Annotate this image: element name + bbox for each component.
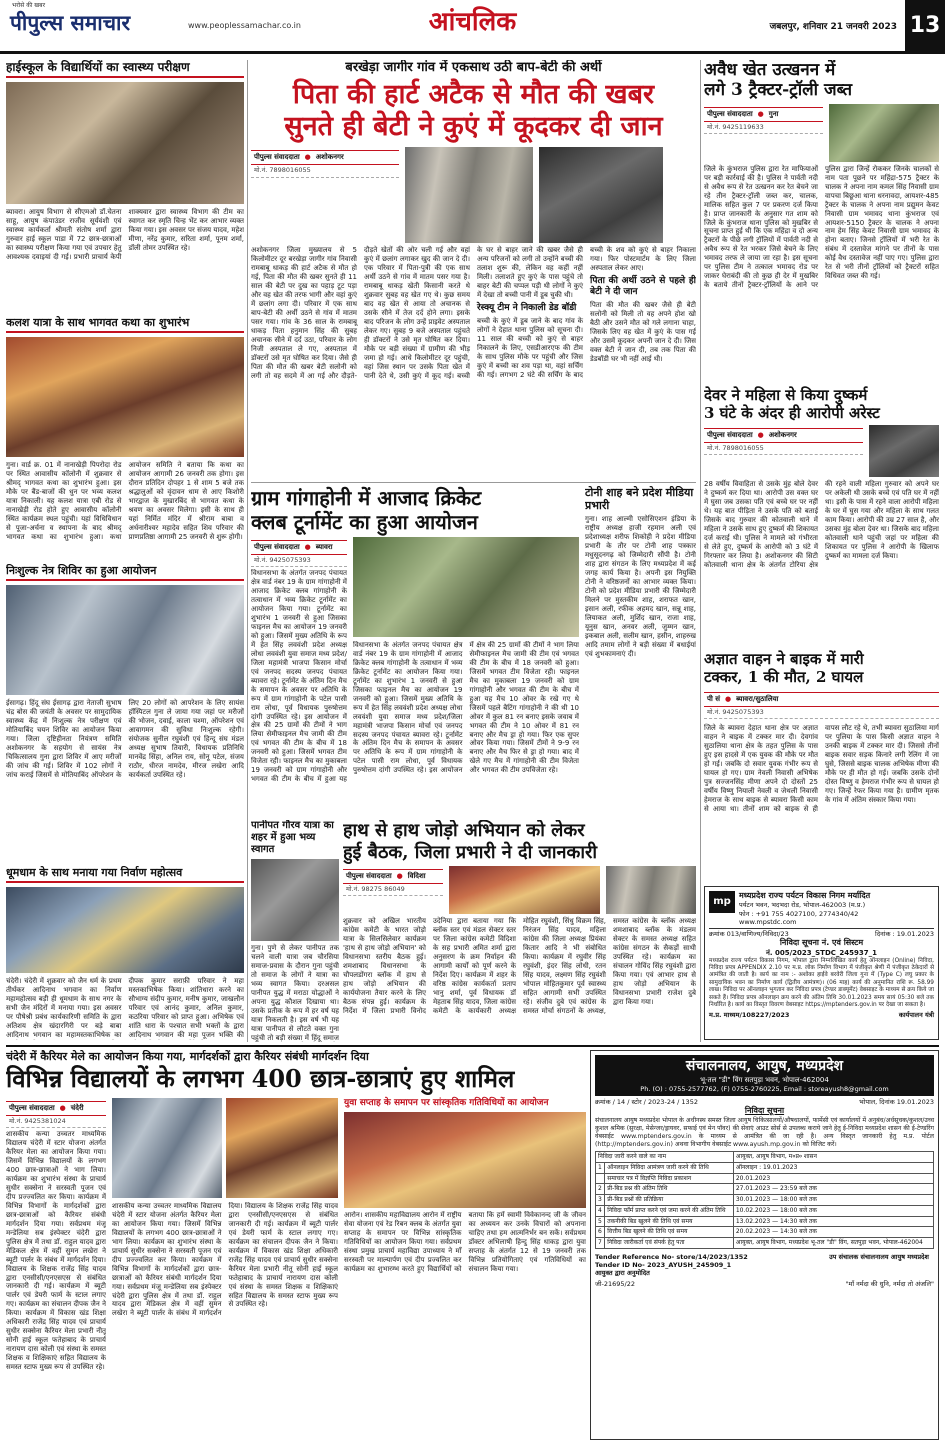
byline-name: पीपुल्स संवाददाता (346, 872, 392, 881)
table-cell: 10.02.2023 — 18:00 बजे तक (733, 1205, 933, 1216)
lead-headline-2: सुनते ही बेटी ने कुएं में कूदकर दी जान (284, 110, 663, 142)
mptdc-web[interactable]: www.mpstdc.com (739, 917, 797, 926)
story-accident (704, 650, 939, 882)
row-divider (6, 1045, 939, 1047)
ad-ayush-tender (590, 1050, 939, 1440)
table-cell: 7 (596, 1237, 605, 1248)
career-body-cont: शासकीय कन्या उच्चतर माध्यमिक विद्यालय चंदेरी में स्टार योजना अंतर्गत कैरियर मेला का आयोजन किया गया। जिसमें विभिन्न विद्यालयों के लगभग 400 छात्र-छात्राओं ने भाग लिया। कार्यक्रम का शुभारंभ संस्था के प्राचार्य सुधीर सक्सेना ने सरस्वती पूजन एवं दीप प्रज्ज्वलित कर किया। कार्यक्रम में विभिन्न विभागों के मार्गदर्शकों द्वारा छात्र-छात्राओं को कैरियर संबंधी मार्गदर्शन दिया गया। सर्वप्रथम मंजू मन्डेलिया सब इंस्पेक्टर चंदेरी द्वारा पुलिस क्षेत्र में तथा डॉ. राहुल यादव द्वारा मेडिकल क्षेत्र में वहीं सुमन लखेरा ने ब्यूटी पार्लर के संबंध में मार्गदर्शन दिया। विद्यालय के शिक्षक राजेंद्र सिंह यादव द्वारा एनसीसी/एनएसएस से संबंधित जानकारी दी गई। कार्यक्रम में ब्यूटी पार्लर एवं डेयरी फार्म के स्टाल लगाए गए। कार्यक्रम का संचालन दीपक जैन ने किया। कार्यक्रम में विकास खंड शिक्षा अधिकारी राजेंद्र सिंह यादव एवं प्राचार्य सुधीर सक्सेना कैरियर मेला प्रभारी नीतू सोनी हाई स्कूल फतेहाबाद के प्राचार्य नारायण दास कोली एवं संस्था के समस्त शिक्षक व शिक्षिकाएं सहित विद्यालय के समस्त स्टाफ मुख्य रूप से उपस्थित रहे। (112, 1201, 338, 1318)
ayush-sign-left: आयुक्त द्वारा अनुमोदित (595, 1269, 650, 1278)
table-cell: ऑनलाइन : 19.01.2023 (733, 1163, 933, 1174)
table-row (596, 1216, 934, 1227)
photo-students (112, 1098, 222, 1198)
story-lead (251, 60, 696, 480)
career-body: शासकीय कन्या उच्चतर माध्यमिक विद्यालय चंदेरी में स्टार योजना अंतर्गत कैरियर मेला का आयोजन किया गया। जिसमें विभिन्न विद्यालयों के लगभग 400 छात्र-छात्राओं ने भाग लिया। कार्यक्रम का शुभारंभ संस्था के प्राचार्य सुधीर सक्सेना ने सरस्वती पूजन एवं दीप प्रज्ज्वलित कर किया। कार्यक्रम में विभिन्न विभागों के मार्गदर्शकों द्वारा छात्र-छात्राओं को कैरियर संबंधी मार्गदर्शन दिया गया। सर्वप्रथम मंजू मन्डेलिया सब इंस्पेक्टर चंदेरी द्वारा पुलिस क्षेत्र में तथा डॉ. राहुल यादव द्वारा मेडिकल क्षेत्र में वहीं सुमन लखेरा ने ब्यूटी पार्लर के संबंध में मार्गदर्शन दिया। विद्यालय के शिक्षक राजेंद्र सिंह यादव द्वारा एनसीसी/एनएसएस से संबंधित जानकारी दी गई। कार्यक्रम में ब्यूटी पार्लर एवं डेयरी फार्म के स्टाल लगाए गए। कार्यक्रम का संचालन दीपक जैन ने किया। कार्यक्रम में विकास खंड शिक्षा अधिकारी राजेंद्र सिंह यादव एवं प्राचार्य सुधीर सक्सेना कैरियर मेला प्रभारी नीतू सोनी हाई स्कूल फतेहाबाद के प्राचार्य नारायण दास कोली एवं संस्था के समस्त शिक्षक व शिक्षिकाएं सहित विद्यालय के समस्त स्टाफ मुख्य रूप से उपस्थित रहे। (6, 1130, 106, 1372)
story-haath-jodo (343, 820, 696, 1042)
mobile-number: मो.नं. 7898016055 (251, 165, 399, 177)
mptdc-code: म.प्र. माध्यम/108227/2023 (709, 1010, 790, 1019)
mobile-number: मो.नं. 9425075393 (251, 555, 347, 567)
ayush-schedule-table (595, 1151, 934, 1248)
story-kalash-yatra (6, 316, 244, 560)
story-cricket (251, 486, 579, 816)
byline-name: पीपुल्स संवाददाता (707, 431, 753, 439)
table-cell: ऑनलाइन निविदा आमंत्रण जारी करने की तिथि (605, 1163, 734, 1174)
tender-id: Tender ID No- 2023_AYUSH_245909_1 (595, 1260, 732, 1269)
story-body: चंदेरी। चंदेरी में शुक्रवार को जैन धर्म के प्रथम तीर्थंकर आदिनाथ भगवान का निर्वाण महामहोत्सव बड़ी ही धूमधाम के साथ नगर के सभी जैन मंदिरों में मनाया गया। इस अवसर पर पौषेश्री प्रबंध कार्यकारिणी समिति के द्वारा अतिशय क्षेत्र खंदारगिरी पर बड़े बाबा आदिनाथ भगवान का महामस्तकाभिषेक का दीपक कुमार सराफ़ी परिवार ने महा मस्तकाभिषेक किया। शांतिधारा करने का सौभाग्य संदीप कुमार, मनीष कुमार, जाखलौन परिवार एवं आनंद कुमार, अनिल कुमार, कठरिया परिवार को प्राप्त हुआ। अभिषेक एवं शांति धारा के पश्चात सभी भक्तों के द्वारा आदिनाथ भगवान की महा पूजन भक्ति की (6, 977, 244, 1039)
ayush-motto: "माँ नर्मदा की धुनि, नर्मदा तो अंजलि" (845, 1280, 934, 1289)
story-body: गुना। पुणे से लेकर पानीपत तक चलने वाली यात्रा जब चौरसिया समाज-प्रवास के दौरान गुना पहुंची तो समाज के लोगों ने यात्रा का भव्य स्वागत किया। दरअसल पानीपत युद्ध में मराठा योद्धाओं ने अपना युद्ध कौशल दिखाया था। उसके प्रतीक के रूप में हर वर्ष यह यात्रा निकलती है। इस वर्ष भी यह यात्रा पानीपत से लौटते वक्त गुना पहुंची तो बड़ी संख्या में हिंदू समाज (251, 944, 339, 1042)
table-cell: 6 (596, 1227, 605, 1238)
mining-headline-1: अवैध खेत उत्खनन में (704, 60, 836, 80)
photo-girl (405, 147, 533, 243)
table-cell (596, 1173, 605, 1184)
masthead (0, 0, 945, 54)
table-row (596, 1195, 934, 1206)
lead-body (251, 246, 696, 480)
byline-place: ब्यावरा/सुठालिया (736, 695, 779, 703)
ayush-address: भू-तल "डी" विंग सतपुड़ा भवन, भोपाल-462004 (700, 1075, 829, 1084)
story-body: शुक्रवार को अखिल भारतीय कांग्रेस कमेटी के भारत जोड़ो यात्रा के सिलसिलेवार कार्यक्रम 'हाथ से हाथ जोड़ो अभियान' को विधानसभा स्तरीय बैठक हुई। शमशाबाद विधानसभा के चौपलडोंगरा ब्लॉक में हाथ से हाथ जोड़ो अभियान की कार्ययोजना तैयार करने के लिए बैठक संपन्न हुई। कार्यक्रम के निर्देश में जिला प्रभारी विनोद उदेनिया द्वारा बताया गया कि ब्लॉक स्तर एवं मंडल सेक्टर स्तर पर जिला कांग्रेस कमेटी विदिशा के सह प्रभारी अमित शर्मा द्वारा अनुसरण के क्रम निर्वाहन की आगामी कार्यों को पूर्ण करने के निर्देश दिए। कार्यक्रम में शहर के वरिष्ठ कांग्रेस कार्यकर्ता प्रताप भानु शर्मा, पूर्व विधायक डॉ मेहताब सिंह यादव, जिला कांग्रेस कमेटी के कार्यकारी अध्यक्ष मोहित रघुवंशी, सिंधु विक्रम सिंह, निरंजन सिंह यादव, महिला कांग्रेस की जिला अध्यक्ष प्रियंका कितार आदि ने भी संबोधित किया। कार्यक्रम में रघुवीर सिंह रघुवंशी, इंदर सिंह लोधी, रतन सिंह यादव, लक्ष्मण सिंह रघुवंशी भोपाल मोहितकुमार पूर्व स्वास्थ्य सहित आगामी सभी उपस्थित रहे। संजीव दुबे एवं कांग्रेस के समस्त मोर्चा संगठनों के अध्यक्ष, समस्त कांग्रेस के ब्लॉक अध्यक्ष शमशाबाद ब्लॉक के मंडलम सेक्टर के समस्त अध्यक्ष सहित कांग्रेस संगठन के सैकड़ों साथी उपस्थित रहे। कार्यक्रम का संचालन गोविंद सिंह रघुवंशी द्वारा किया गया। एवं आभार हाथ से हाथ जोड़ो अभियान के विधानसभा प्रभारी राजेश दुबे द्वारा किया गया। (343, 917, 696, 1015)
story-nirvana (6, 866, 244, 1040)
byline (704, 428, 863, 443)
table-row (596, 1173, 934, 1184)
ayush-title: संचालनालय, आयुष, मध्यप्रदेश (685, 1058, 844, 1074)
mptdc-phone: फोन : +91 755 4027100, 2774340/42 (739, 909, 859, 918)
table-cell: 3 (596, 1195, 605, 1206)
page-number: 13 (905, 0, 945, 52)
table-cell: 13.02.2023 — 14:30 बजे तक (733, 1216, 933, 1227)
table-row (596, 1163, 934, 1174)
ayush-date: भोपाल, दिनांक 19.01.2023 (859, 1098, 934, 1107)
byline-name: पी सं (707, 695, 720, 703)
photo-meeting (449, 866, 600, 914)
aron-body: आरोन। शासकीय महाविद्यालय आरोन में राष्ट्रीय सेवा योजना एवं रेड रिबन क्लब के अंतर्गत युवा सप्ताह के समापन पर विभिन्न सांस्कृतिक गतिविधियों का आयोजन किया गया। सर्वप्रथम संस्था प्रमुख प्राचार्य महाविद्या उपाध्याय ने माँ सरस्वती पर माल्यार्पण एवं दीप प्रज्वलित कर कार्यक्रम का शुभारम्भ करते हुए विद्यार्थियों को बताया कि हमें स्वामी विवेकानन्द जी के जीवन का अध्ययन कर उनके विचारों को अपनाना चाहिए तथा हम आत्मनिर्भर बन सकें। सर्वप्रथम डॉक्टर अभिलाषी हिन्दु सिंह धाकड़ द्वारा युवा सप्ताह के अंतर्गत 12 से 19 जनवरी तक विभिन्न प्रतियोगिताएं एवं गतिविधियों का संचालन किया गया। (344, 1210, 586, 1273)
brand-name: पीपुल्स समाचार (10, 10, 131, 35)
mining-headline-2: लगे 3 ट्रैक्टर-ट्रॉली जब्त (704, 80, 853, 101)
story-eye-camp (6, 564, 244, 864)
table-cell: 2 (596, 1184, 605, 1195)
table-cell: 20.02.2023 — 14:30 बजे तक (733, 1227, 933, 1238)
brand-tag: भरोसे की खबर (12, 2, 46, 9)
haath-headline-1: हाथ से हाथ जोड़ो अभियान को लेकर (343, 820, 585, 841)
story-health-check (6, 60, 244, 312)
photo-eye-camp (6, 585, 244, 695)
byline-place: चंदेरी (70, 1103, 84, 1112)
lead-subhead-1: रेस्क्यू टीम ने निकाली डेड बॉडी (477, 303, 577, 314)
mptdc-notice: निविदा सूचना नं. एवं सिस्टम (779, 938, 864, 948)
mobile-number: मो.नं. 7898016055 (704, 443, 863, 455)
photo-panipat-rally (251, 859, 339, 941)
dateline: जबलपुर, शनिवार 21 जनवरी 2023 (769, 22, 897, 32)
story-illegal-mining (704, 60, 939, 382)
table-cell: प्री-बिड प्रश्नों की प्रतिक्रिया (605, 1195, 734, 1206)
bullet-icon: ● (724, 695, 732, 703)
mobile-number: मो.नं. 9425075393 (704, 707, 939, 719)
story-body: ब्यावरा। आयुष विभाग से सीएमओ डॉ.चेतना साहू, आयुष कंपाउंडर राजीव सूर्यवंशी एवं स्वास्थ्य कार्यकर्ता श्रीमती संतोष शर्मा द्वारा गुरुवार हाई स्कूल पाडा में 72 छात्र-छात्राओं का स्वास्थ्य परीक्षण किया गया एवं उपचार हेतु आवश्यक दवाइयां दी गई। प्रभारी प्राचार्य केपी शाक्यवार द्वारा स्वास्थ्य विभाग की टीम का स्वागत कर स्मृति चिन्ह भेंट कर आभार व्यक्त किया गया। इस अवसर पर संजय यादव, महेश मीणा, नरेंद्र कुमार, सरिता शर्मा, पूनम शर्मा, डॉली तोमर उपस्थित रहे। (6, 208, 244, 262)
story-title: टोनी शाह बने प्रदेश मीडिया प्रभारी (585, 486, 694, 513)
table-cell: 4 (596, 1205, 605, 1216)
table-cell: प्री-बिड प्रश्न की अंतिम तिथि (605, 1184, 734, 1195)
story-body: गुना। शाह आल्मी एसोसिएशन इंडिया के राष्ट्रीय अध्यक्ष हाजी रहमान अली एवं प्रदेशाध्यक्ष शरीफ शिकोही ने प्रदेश मीडिया प्रभारी के तौर पर टोनी शाह पत्रकार मधुसूदनगढ़ को जिम्मेदारी सौंपी है। टोनी शाह द्वारा संगठन के लिए मध्यप्रदेश में कई जगह कार्य किया है। अपनी इस नियुक्ति टोनी ने वरिष्ठजनों का आभार व्यक्त किया। टोनी को प्रदेश मीडिया प्रभारी की जिम्मेदारी मिलने पर मुस्तकीम शाह, शराफत खान, इसान अली, रफीक अहमद खान, सन्नू शाह, लियाकत अली, मुर्शिद खान, राजा शाह, यूनुस खान, अनवर अली, जुम्मन खान, इकबाल अली, सलीम खान, हसीन, शाहरुख आदि तमाम लोगों ने बड़ी संख्या में बधाईयां एवं शुभकामनाएं दी। (585, 515, 696, 658)
photo-kalash-yatra (6, 337, 244, 457)
byline (343, 869, 443, 884)
mobile-number: मो.नं. 9425381024 (6, 1116, 106, 1128)
table-cell: 1 (596, 1163, 605, 1174)
photo-health-camp (6, 82, 244, 204)
lead-subhead-2: पिता की अर्थी उठने से पहले ही बेटी ने दी जान (590, 276, 696, 298)
ayush-notice: निविदा सूचना (744, 1106, 785, 1116)
story-body: जिले के ब्यावरा देहात थाना क्षेत्र पर अज्ञात वाहन ने बाइक में टक्कर मार दी। देवगांव सुठालिया थाना क्षेत्र के तहत पुलिस के पास हुए इस हादसे में एक युवक की मौके पर मौत हो गई। जबकि दो सवार युवक गंभीर रूप से घायल हो गए। ग्राम नेवली निवासी अभिषेक पुत्र सज्जनसिंह मीणा अपने दो दोस्तों 25 वर्षीय विष्णु नियाली नेवली व जेथली निवासी हेमराज के साथ बाइक से ब्यावरा किसी काम से आया था। तीनों शाम को बाइक से ही वापस लौट रहे थे, तभी ब्यावरा सुठालिया मार्ग पर पुलिया के पास किसी अज्ञात वाहन ने उनकी बाइक में टक्कर मार दी। जिससे तीनों बाइक सवार सड़क किनारे लगी रेलिंग में जा घुसे, जिससे बाइक चालक अभिषेक मीणा की मौके पर ही मौत हो गई। जबकि उसके दोनों दोस्त विष्णु व हेमराज गंभीर रूप से घायल हो गए। जिन्हें रेफर किया गया है। ग्रामीण मृतक के गांव में अंतिम संस्कार किया गया। (704, 724, 939, 813)
accident-headline-2: टक्कर, 1 की मौत, 2 घायल (704, 668, 864, 686)
story-title: धूमधाम के साथ मनाया गया निर्वाण महोत्सव (6, 866, 244, 883)
bullet-icon: ● (304, 543, 311, 551)
ayush-code: जी-21695/22 (595, 1280, 635, 1289)
photo-accused (869, 425, 939, 477)
byline (704, 107, 823, 122)
story-toni-shah (585, 486, 696, 816)
mptdc-notice-no: नं. 005/2023_STDC_245937_1 (766, 948, 877, 957)
bullet-icon: ● (757, 431, 764, 439)
section-title: आंचलिक (428, 7, 517, 37)
story-title: कलश यात्रा के साथ भागवत कथा का शुभारंभ (6, 316, 244, 333)
story-body: जिले के कुंभराज पुलिस द्वारा रेत माफियाओं पर बड़ी कार्रवाई की है। पुलिस ने पार्वती नदी से अवैध रूप से रेत उत्खनन कर रेत बेचने जा रहे तीन ट्रैक्टर-ट्रॉली जब्त कर, चालक, मालिक सहित कुल 7 पर प्रकरण दर्ज किया है। प्राप्त जानकारी के अनुसार गत शाम को जिले के कुंभराज थाना पुलिस को मुखबिर से सूचना प्राप्त हुई थी कि एक महिंद्रा व दो अन्य ट्रैक्टरों के पीछे लगी ट्रॉलियों में पार्वती नदी से अवैध रूप से रेत भरकर जिसे बेचने के लिए भमावद तरफ ले जाया जा रहा है। इस सूचना पर पुलिस टीम ने तत्काल भमावद रोड पर जाकर घेराबंदी की तो कुछ ही देर में मुखबिर के बताये तीनों ट्रैक्टर-ट्रॉलियों के आने पर पुलिस द्वारा जिन्हें रोककर जिनके चालकों से नाम पता पूछने पर महिंद्रा-575 ट्रैक्टर के चालक ने अपना नाम कमल सिंह निवासी ग्राम वापचा बिछूआ थाना धरनावदा, आयशर-485 ट्रैक्टर के चालक ने अपना नाम प्रद्युमन केवट निवासी ग्राम भमावद थाना कुंभराज एवं आयशर-5150 ट्रैक्टर के चालक ने अपना नाम हेम सिंह केवट निवासी ग्राम भमावद के होना बताए। जिनसे ट्रॉलियों में भरी रेत के संबंध में दस्तावेज मांगने पर तीनों के पास कोई वैध दस्तावेज नहीं पाए गए। पुलिस द्वारा रेत से भरी तीनों ट्रॉलियों को ट्रैक्टरों सहित विधिवत जब्त की गई। (704, 164, 939, 290)
story-body: 28 वर्षीय विवाहिता से उसके मुंह बोले देवर ने दुष्कर्म कर दिया था। आरोपी उस वक्त घर में घुसा जब उसका पति एवं बच्चे घर पर नहीं थे। यह बात पीड़िता ने उसके पति को बताई जिसके बाद गुरुवार की कोतवाली थाने में महिला ने उसके साथ हुए दुष्कर्म की शिकायत दर्ज कराई थी। पुलिस ने मामले को गंभीरता से लेते हुए, दुष्कर्म के आरोपी को 3 घंटे में गिरफ्तार कर लिया है। अशोकनगर की सिटी कोतवाली थाना क्षेत्र के अंतर्गत टोरिया क्षेत्र की रहने वाली महिला गुरुवार को अपने घर पर अकेली थी उसके बच्चे एवं पति घर में नहीं था। इसी के पास में रहने वाला आरोपी महिला के घर में घुस गया और महिला के साथ गलत काम किया। आरोपी की उम्र 27 साल है, और उसका मुंह बोला देवर था। जिसके बाद महिला कोतवाली थाने पहुंची जहां पर महिला की शिकायत पर पुलिस ने आरोपी के खिलाफ दुष्कर्म का मामला दर्ज किया। (704, 480, 939, 569)
table-cell: समाचार पत्र में विज्ञप्ति निविदा प्रकाशन (605, 1173, 734, 1184)
byline-place: गुना (768, 109, 779, 118)
mptdc-ref: क्रमांक 013/वाणिज्य/निविदा/23 (709, 930, 789, 939)
mptdc-address: पर्यटन भवन, भदभदा रोड, भोपाल-462003 (म.प्र.) (739, 901, 866, 910)
byline-name: पीपुल्स संवाददाता (254, 153, 300, 162)
table-cell: 5 (596, 1216, 605, 1227)
table-row (596, 1184, 934, 1195)
byline-place: विदिशा (407, 872, 426, 881)
story-body: गुना। वार्ड क्र. 01 में नानाखेड़ी पिपरोदा रोड पर स्थित आवासीय कॉलोनी में शुक्रवार से श्रीमद् भागवत कथा का शुभारंभ हुआ। इस मौके पर बैंड-बाजों की धुन पर भव्य कलश यात्रा निकाली। यह कलश यात्रा एबी रोड से नानाखेड़ी रोड होते हुए आवासीय कॉलोनी स्थित कार्यक्रम स्थल पहुंची। यहां विधिविधान से पूजा-अर्चना व स्थापना के बाद श्रीमद् भागवत कथा का शुभारंभ हुआ। कथा आयोजन समिति ने बताया कि कथा का आयोजन आगामी 26 जनवरी तक होगा। इस दौरान प्रतिदिन दोपहर 1 से शाम 5 बजे तक श्रद्धालुओं को वृंदावन धाम से आए किशोरी भारद्वाज के मुखारबिंद से भागवत कथा के श्रवण का अवसर मिलेगा। इसी के साथ ही यहां निर्मित मंदिर में श्रीराम बाबा व अर्धनारीश्वर महादेव सहित शिव परिवार की प्राणप्रतिष्ठा आगामी 25 जनवरी से शुरू होगी। (6, 461, 244, 541)
table-row (596, 1205, 934, 1216)
story-career-fair (6, 1050, 586, 1440)
byline-place: ब्यावरा (315, 543, 333, 551)
site-url: www.peoplessamachar.co.in (188, 21, 301, 30)
ayush-phone: Ph. (O) : 0755-2577762, (F) 0755-2760225, Email : storeayush8@gmail.com (640, 1084, 889, 1093)
byline (704, 692, 939, 707)
bullet-icon: ● (59, 1103, 66, 1112)
lead-body-text: अशोकनगर जिला मुख्यालय से 5 किलोमीटर दूर बरखेड़ा जागीर गांव निवासी रामबाबू धाकड़ की हार्ट अटैक से मौत हो गई, पिता की मौत की खबर सुनते ही 11 साल की बेटी पर दुख का पहाड़ टूट पड़ा और वह खेत की तरफ भागी और वहां कुएं में छलांग लगा दी। परिवार में एक साथ बाप-बेटी की अर्थी उठने से गांव में मातम पसर गया। गांव के 36 साल के रामबाबू धाकड़ पिता हनुमान सिंह की सुबह अचानक सीने में दर्द उठा, परिवार के लोग निजी अस्पताल ले गए, अस्पताल में डॉक्टरों उसे मृत घोषित कर दिया। जैसे ही पिता की मौत की खबर बेटी सलोनी को लगी तो वह सदमे में आ गई और दौड़ते-दौड़ते खेतों की ओर चली गई और वहां कुएं में छलांग लगाकर खुद की जान दे दी। एक परिवार में पिता-पुत्री की एक साथ अर्थी उठने से गांव में मातम पसर गया है। रामबाबू धाकड़ खेती किसानी करते थे शुक्रवार सुबह वह खेत गए थे। कुछ समय बाद वह खेत से आया तो अचानक से उसके सीने में तेज दर्द होने लगा। इसके बाद परिजन के लोग उन्हें प्राइवेट अस्पताल लेकर गए। सुबह 9 बजे अस्पताल पहुंचते ही डॉक्टरों ने उसे मृत घोषित कर दिया। मौके पर बड़ी संख्या में ग्रामीण की भीड़ जमा हो गई। आधे किलोमीटर दूर पहुंची, वहां जिस स्थान पर उसके पिता खेत में पानी देते थे, उसी कुएं में कूद गई। बच्ची के घर से बाहर जाने की खबर जैसे ही अन्य परिजनों को लगी तो उन्होंने बच्ची की तलाश शुरू की, लेकिन वह कहीं नहीं मिली। तलाशते हुए कुएं के पास पहुंचे तो बाहर बेटी की चप्पल पड़ी थी लोगों ने कुएं में देखा तो बच्ची पानी में डूब चुकी थी। (251, 246, 583, 380)
table-cell: 27.01.2023 — 23:59 बजे तक (733, 1184, 933, 1195)
table-cell: तकनीकी बिड खुलने की तिथि एवं समय (605, 1216, 734, 1227)
table-header-cell: निविदा जारी करने वाले का नाम (596, 1152, 734, 1163)
story-title: निःशुल्क नेत्र शिविर का हुआ आयोजन (6, 564, 244, 581)
table-cell: आयुक्त, आयुष विभाग, मध्यप्रदेश भू-तल "डी" विंग, सतपुड़ा भवन, भोपाल-462004 (733, 1237, 933, 1248)
career-kicker: चंदेरी में कैरियर मेले का आयोजन किया गया, मार्गदर्शकों द्वारा कैरियर संबंधी मार्गदर्शन दिया (6, 1050, 369, 1063)
ad-mptdc-tender (704, 886, 939, 1040)
lead-kicker: बरखेड़ा जागीर गांव में एकसाथ उठी बाप-बेटी की अर्थी (345, 60, 602, 75)
photo-cricket-crowd (353, 537, 579, 637)
byline-name: पीपुल्स संवाददाता (254, 543, 300, 551)
bullet-icon: ● (304, 153, 311, 162)
photo-man (539, 147, 663, 243)
table-cell: 20.01.2023 (733, 1173, 933, 1184)
story-devar (704, 386, 939, 646)
ayush-sign-right: उप संचालक संचालनालय आयुष मध्यप्रदेश (829, 1252, 929, 1261)
photo-tractor (829, 104, 939, 162)
photo-leaders (606, 866, 696, 914)
table-cell: 30.01.2023 — 18:00 बजे तक (733, 1195, 933, 1206)
byline (251, 150, 399, 165)
table-row (596, 1237, 934, 1248)
devar-headline-1: देवर ने महिला से किया दुष्कर्म (704, 386, 868, 404)
accident-headline-1: अज्ञात वाहन ने बाइक में मारी (704, 650, 864, 668)
ayush-body: संचालनालय आयुष मध्यप्रदेश भोपाल के अधीनस्थ समस्त जिला आयुष चिकित्सालयों/औषधालयों, फार्मेसी एवं कार्यालयों में अनुबंध/अर्धसूचक/कुशल/उच्च कुशल श्रमिक (सुरक्षा, मेसेन्जर/ड्रायवर, सफाई एवं मेन पॉवर) की सेवाएं आउट सोर्स से उपलब्ध कराये जाने हेतु ई-निविदा मध्यप्रदेश शासन की ई-टेण्डरिंग वेबसाईट www.mptenders.gov.in के माध्यम से आमंत्रित की जा रही है। अन्य विस्तृत जानकारी हेतु म.प्र. पोर्टल (http://mptenders.gov.in) अथवा विभागीय वेबसाईट www.ayush.mp.gov.in को विजिट करें। (595, 1116, 934, 1148)
table-cell: निविदा फॉर्म प्राप्त करने एवं जमा करने की अंतिम तिथि (605, 1205, 734, 1216)
byline (6, 1101, 106, 1116)
cricket-headline-2: क्लब टूर्नामेंट का हुआ आयोजन (251, 510, 478, 534)
tender-ref: Tender Reference No- store/14/2023/1352 (595, 1252, 748, 1261)
bullet-icon: ● (396, 872, 403, 881)
mptdc-sign: कार्यपालन यंत्री (898, 1010, 934, 1019)
mobile-number: मो.नं. 98275 86049 (343, 884, 443, 896)
haath-headline-2: हुई बैठक, जिला प्रभारी ने दी जानकारी (343, 841, 598, 863)
mptdc-body: मध्यप्रदेश राज्य पर्यटन विकास निगम, भोपाल द्वारा निम्नलिखित कार्य हेतु ऑनलाइन (Online) निविदा, निविदा प्रपत्र APPENDIX 2.10 पर म.प्र. लोक निर्माण विभाग में पंजीकृत श्रेणी में पंजीकृत ठेकेदारों से आमंत्रित की जाती है। कार्य का नाम :- अशोका हाईवे बरवेरी जिला गुना में (Type C) लघु प्रकार के सामुदायिक भवन का निर्माण कार्य (द्वितीय आमंत्रण)। (06 माह) कार्य की अनुमानित राशि रू. 58.99 लाख। निविदा पर ऑनलाइन भुगतान कर निविदा प्रपत्र (टेण्डर डाक्यूमेंट) वेबसाइट के माध्यम से क्रय किये जा सकते हैं। निविदा प्रपत्र ऑनलाइन क्रय करने की अंतिम तिथि 30.01.2023 समय सायं 05:30 बजे तक निर्धारित है। कार्य का विस्तृत विवरण वेबसाइट https://mptenders.gov.in पर देखा जा सकता है। (709, 957, 934, 1009)
cricket-body: विधानसभा के अंतर्गत जनपद पंचायत क्षेत्र वार्ड नंबर 19 के ग्राम गांगाहोनी में आजाद क्रिकेट क्लब गांगाहोनी के तत्वाधान में भव्य क्रिकेट टूर्नामेंट का आयोजन किया गया। टूर्नामेंट का शुभारंभ 1 जनवरी से हुआ जिसका फाइनल मैच का आयोजन 19 जनवरी को हुआ। जिसमें मुख्य अतिथि के रूप में हेत सिंह लववंशी प्रदेश अध्यक्ष लोधा लववंशी युवा समाज मध्य प्रदेश/जिला महामंत्री भाजपा किसान मोर्चा एवं जनपद सदस्य जनपद पंचायत ब्यावरा रहे। टूर्नामेंट के अंतिम दिन मैच के समापन के अवसर पर अतिथि के रूप में ग्राम गांगाहोनी के पटेल पासी राम लोधा, पूर्व विधायक पुरुषोत्तम दांगी उपस्थित रहे। इस आयोजन में क्षेत्र की 25 ग्रामों की टीमों ने भाग लिया सेमीफाइनल मैच जामी की टीम एवं भगवत की टीम के बीच में 18 जनवरी को हुआ। जिसमें भगवत टीम विजेता रही। फाइनल मैच का मुकाबला 19 जनवरी को ग्राम गांगाहोनी और भगवत की टीम के बीच में हुआ यह (251, 569, 347, 784)
story-title: पानीपत गौरव यात्रा का शहर में हुआ भव्य स्वागत (251, 820, 334, 855)
table-header-cell: आयुक्त, आयुष विभाग, म०प्र० शासन (733, 1152, 933, 1163)
devar-headline-2: 3 घंटे के अंदर ही आरोपी अरेस्ट (704, 404, 880, 422)
table-cell: निविदा जारीकर्ता एवं संपर्क हेतु पता (605, 1237, 734, 1248)
byline (251, 540, 347, 555)
mptdc-logo: mp (709, 891, 735, 913)
lead-sub1-text: बच्ची के कुएं में डूब जाने के बाद गांव के लोगों ने देहात थाना पुलिस को सूचना दी। 11 साल की बच्ची को कुएं से बाहर निकालने के लिए, एसडीआरएफ की टीम के साथ पुलिस मौके पर पहुंची और जिस कुएं में बच्ची का शव पड़ा था, वहां सर्चिंग की गई। लगभग 2 घंटे की सर्चिंग के बाद बच्ची के शव को कुएं से बाहर निकाला गया। फिर पोस्टमार्टम के लिए जिला अस्पताल लेकर आए। (477, 246, 696, 379)
byline-name: पीपुल्स संवाददाता (707, 109, 753, 118)
cricket-headline-1: ग्राम गांगाहोनी में आजाद क्रिकेट (251, 486, 482, 510)
mptdc-date: दिनांक : 19.01.2023 (875, 930, 934, 939)
mobile-number: मो.नं. 9425119633 (704, 122, 823, 134)
photo-aron-group (344, 1112, 586, 1208)
cricket-body-cont: विधानसभा के अंतर्गत जनपद पंचायत क्षेत्र वार्ड नंबर 19 के ग्राम गांगाहोनी में आजाद क्रिकेट क्लब गांगाहोनी के तत्वाधान में भव्य क्रिकेट टूर्नामेंट का आयोजन किया गया। टूर्नामेंट का शुभारंभ 1 जनवरी से हुआ जिसका फाइनल मैच का आयोजन 19 जनवरी को हुआ। जिसमें मुख्य अतिथि के रूप में हेत सिंह लववंशी प्रदेश अध्यक्ष लोधा लववंशी युवा समाज मध्य प्रदेश/जिला महामंत्री भाजपा किसान मोर्चा एवं जनपद सदस्य जनपद पंचायत ब्यावरा रहे। टूर्नामेंट के अंतिम दिन मैच के समापन के अवसर पर अतिथि के रूप में ग्राम गांगाहोनी के पटेल पासी राम लोधा, पूर्व विधायक पुरुषोत्तम दांगी उपस्थित रहे। इस आयोजन में क्षेत्र की 25 ग्रामों की टीमों ने भाग लिया सेमीफाइनल मैच जामी की टीम एवं भगवत की टीम के बीच में 18 जनवरी को हुआ। जिसमें भगवत टीम विजेता रही। फाइनल मैच का मुकाबला 19 जनवरी को ग्राम गांगाहोनी और भगवत की टीम के बीच में हुआ यह मैच 10 ओवर के रखे गए थे जिसमें पहले बैटिंग गांगाहोनी ने की थी 10 ओवर में कुल 81 रन बनाए इसके जवाब में भगवत की टीम ने 10 ओवर में 81 रन बनाए और मैच ड्रा हो गया। फिर एक सुपर ओवर किया गया। जिसमें टीमों ने 9-9 रन बनाए और मैच फिर से ड्रा हो गया। बाद में खेले गए मैच में गांगाहोनी की टीम विजेता और भगवत की टीम उपविजेता रहे। (353, 641, 579, 775)
bullet-icon: ● (757, 109, 764, 118)
story-title: हाईस्कूल के विद्यार्थियों का स्वास्थ्य परीक्षण (6, 60, 244, 78)
byline-place: अशोकनगर (315, 153, 344, 162)
row-divider (251, 482, 696, 483)
column-divider (247, 60, 248, 1042)
ayush-ref: क्रमांक / 14 / स्टोर / 2023-24 / 1352 (595, 1098, 698, 1107)
story-body: ईसागढ़। हिंदू संघ ईसागढ़ द्वारा नेताजी सुभाष चंद्र बोस की जयंती के अवसर पर सामुदायिक स्वास्थ्य केंद्र में निःशुल्क नेत्र परीक्षण एवं मोतियाबिंद चयन शिविर का आयोजन किया गया। जिला दृष्टिहीनता नियंत्रण समिति अशोकनगर के सहयोग से सायंस नेत्र चिकित्सालय गुना द्वारा शिविर में आए मरीजों की जांच की गई। शिविर में 102 लोगों ने जांच कराई जिसमें से मोतियाबिंद ऑपरेशन के लिए 20 लोगों को आपरेशन के लिए सायंस हॉस्पिटल गुना ले जाया गया जहां पर मरीजों की भोजन, दवाई, काला चश्मा, ऑपरेशन एवं आवागमन की सुविधा निःशुल्क रहेगी। संयोजक सुनील रघुवंशी एवं हिन्दू संघ मंडल अध्यक्ष सुभाष तिवारी, विधायक प्रतिनिधि मानवेंद्र सिंहा, अनिल राय, सोनू पटेल, संजय राठौर, धीरज नामदेव, मीरज लखेरा आदि कार्यकर्ता उपस्थित रहे। (6, 699, 244, 779)
byline-name: पीपुल्स संवाददाता (9, 1103, 55, 1112)
table-header-row (596, 1152, 934, 1163)
table-row (596, 1227, 934, 1238)
career-headline: विभिन्न विद्यालयों के लगभग 400 छात्र-छात्राएं हुए शामिल (6, 1064, 515, 1094)
photo-lecture (226, 1098, 338, 1198)
lead-sub2-text: पिता की मौत की खबर जैसे ही बेटी सलोनी को मिली तो वह अपने होश खो बैठी और उसने मौत को गले लगाना चाहा, जिसके लिए वह खेत में कुएं के पास गई और उसमें कूदकर अपनी जान दे दी। जिस वक्त बेटी ने जान दी, तब तक पिता की डेडबॉडी घर भी नहीं आई थी। (590, 300, 696, 363)
table-cell: वित्तीय बिड खुलने की तिथि एवं समय (605, 1227, 734, 1238)
mptdc-org: मध्यप्रदेश राज्य पर्यटन विकास निगम मर्यादित (739, 891, 871, 900)
photo-temple (6, 887, 244, 973)
lead-headline-1: पिता की हार्ट अटैक से मौत की खबर (292, 78, 655, 110)
column-divider (700, 60, 701, 1042)
story-panipat (251, 820, 339, 1042)
aron-subhead: युवा सप्ताह के समापन पर सांस्कृतिक गतिविधियों का आयोजन (344, 1097, 549, 1108)
byline-place: अशोकनगर (768, 431, 797, 439)
